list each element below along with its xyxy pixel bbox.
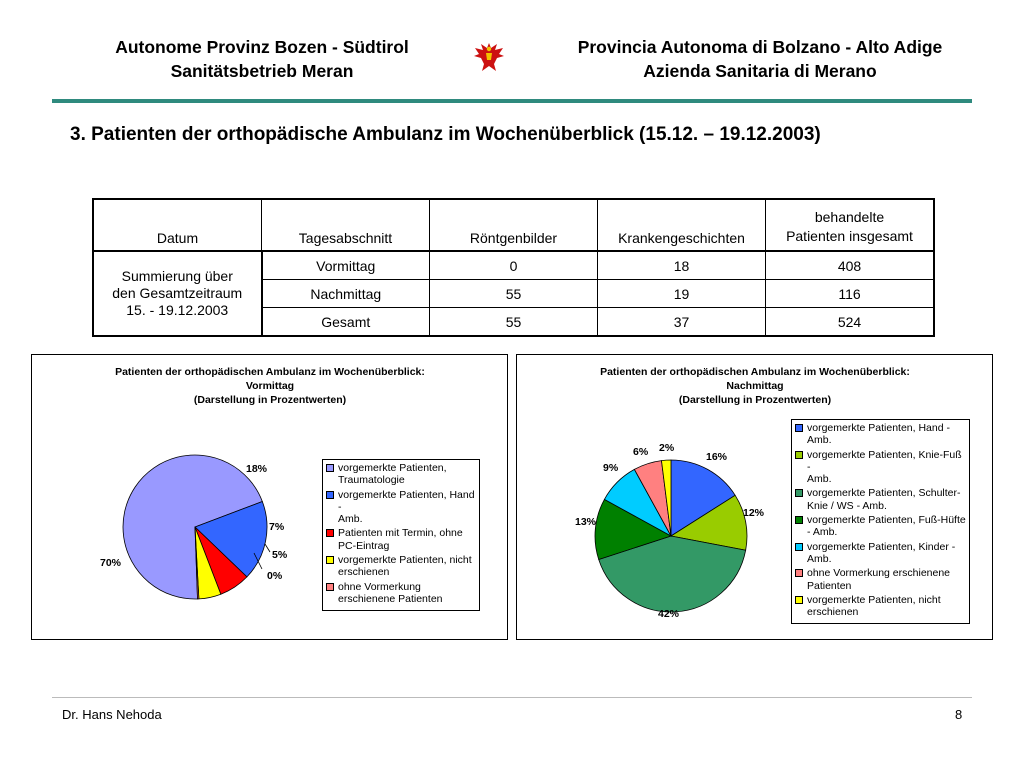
chart-title-line1: Patienten der orthopädischen Ambulanz im Wochenüberblick: — [600, 366, 910, 378]
legend-item — [795, 487, 966, 512]
legend-label: vorgemerkte Patienten, Schulter- Knie / WS - Amb. — [807, 487, 961, 512]
footer-divider — [52, 697, 972, 698]
period-cell — [93, 251, 262, 336]
chart-title-line1: Patienten der orthopädischen Ambulanz im Wochenüberblick: — [115, 366, 425, 378]
header-behandelte-line1: behandelte — [814, 209, 885, 225]
legend-swatch — [326, 583, 334, 591]
legend-item — [326, 527, 476, 552]
legend-label: ohne Vormerkung erschienene Patienten — [338, 580, 443, 605]
header-left-line2: Sanitätsbetrieb Meran — [170, 61, 354, 81]
period-line3: 15. - 19.12.2003 — [126, 302, 229, 318]
slice-label: 9% — [603, 462, 619, 474]
legend-label: Patienten mit Termin, ohne PC-Eintrag — [338, 527, 463, 552]
legend-item — [795, 514, 966, 539]
slice-label: 2% — [659, 442, 675, 454]
header-left — [72, 35, 452, 83]
leader-line — [265, 544, 270, 552]
pie-chart-vormittag — [31, 354, 508, 640]
page-title: 3. Patienten der orthopädische Ambulanz im Wochenüberblick (15.12. – 19.12.2003) — [70, 124, 821, 145]
summary-table — [92, 198, 935, 337]
legend-swatch — [326, 556, 334, 564]
legend-swatch — [795, 424, 803, 432]
legend-label: ohne Vormerkung erschienene Patienten — [807, 567, 951, 592]
table-cell: 18 — [598, 251, 766, 280]
legend-label: vorgemerkte Patienten, Traumatologie — [338, 462, 447, 487]
header-krankengeschichten: Krankengeschichten — [598, 199, 766, 251]
legend-item — [795, 422, 966, 447]
header-divider — [52, 99, 972, 103]
legend-item — [326, 489, 476, 526]
pie-slices — [575, 442, 765, 620]
legend-swatch — [326, 529, 334, 537]
chart-legend — [322, 459, 480, 611]
slice-label: 16% — [706, 451, 728, 463]
pie-slices — [100, 455, 288, 599]
table-row — [93, 251, 934, 280]
chart-title-line2: Nachmittag — [726, 380, 784, 392]
table-cell: 408 — [766, 251, 935, 280]
slice-label: 6% — [633, 446, 649, 458]
legend-swatch — [326, 491, 334, 499]
table-cell: 19 — [598, 280, 766, 308]
header-tagesabschnitt: Tagesabschnitt — [262, 199, 430, 251]
slice-label: 42% — [658, 608, 680, 620]
legend-item — [326, 554, 476, 579]
legend-label: vorgemerkte Patienten, nicht erschienen — [338, 554, 472, 579]
table-cell: 55 — [430, 280, 598, 308]
table-cell: 37 — [598, 308, 766, 337]
legend-swatch — [795, 543, 803, 551]
table-header-row — [93, 199, 934, 251]
legend-item — [326, 462, 476, 487]
legend-item — [795, 541, 966, 566]
chart-legend — [791, 419, 970, 624]
period-line2: den Gesamtzeitraum — [112, 285, 243, 301]
chart-title-line3: (Darstellung in Prozentwerten) — [193, 394, 347, 406]
legend-swatch — [795, 569, 803, 577]
header-right — [540, 35, 980, 83]
table-cell: 524 — [766, 308, 935, 337]
slice-label: 5% — [272, 549, 288, 561]
header-behandelte-patienten — [766, 199, 935, 251]
table-cell: 116 — [766, 280, 935, 308]
legend-item — [795, 594, 966, 619]
table-cell: Gesamt — [262, 308, 430, 337]
legend-swatch — [795, 596, 803, 604]
legend-item — [795, 449, 966, 486]
slice-label: 0% — [267, 570, 283, 582]
legend-label: vorgemerkte Patienten, nicht erschienen — [807, 593, 941, 619]
legend-label: vorgemerkte Patienten, Hand - Amb. — [807, 422, 950, 447]
chart-title-line2: Vormittag — [245, 380, 295, 392]
footer-author: Dr. Hans Nehoda — [62, 707, 162, 722]
slice-label: 70% — [100, 557, 122, 569]
header-behandelte-line2: Patienten insgesamt — [786, 228, 913, 244]
legend-label: vorgemerkte Patienten, Kinder - Amb. — [807, 540, 956, 565]
table-cell: Vormittag — [262, 251, 430, 280]
legend-label: vorgemerkte Patienten, Fuß-Hüfte - Amb. — [807, 514, 966, 539]
slice-label: 18% — [246, 463, 268, 475]
legend-label: vorgemerkte Patienten, Hand - Amb. — [338, 488, 475, 526]
page-number: 8 — [955, 707, 963, 722]
header-right-line1: Provincia Autonoma di Bolzano - Alto Adige — [577, 37, 943, 57]
legend-swatch — [795, 516, 803, 524]
eagle-coat-of-arms-icon — [473, 40, 505, 74]
period-line1: Summierung über — [121, 268, 233, 284]
slice-label: 13% — [575, 516, 597, 528]
header-roentgenbilder: Röntgenbilder — [430, 199, 598, 251]
chart-title-line3: (Darstellung in Prozentwerten) — [678, 394, 832, 406]
slice-label: 7% — [269, 521, 285, 533]
table-cell: 0 — [430, 251, 598, 280]
legend-item — [326, 581, 476, 606]
slice-label: 12% — [743, 507, 765, 519]
header-datum: Datum — [93, 199, 262, 251]
legend-swatch — [795, 489, 803, 497]
legend-swatch — [326, 464, 334, 472]
legend-item — [795, 567, 966, 592]
table-cell: 55 — [430, 308, 598, 337]
header-left-line1: Autonome Provinz Bozen - Südtirol — [115, 37, 409, 57]
header-right-line2: Azienda Sanitaria di Merano — [643, 61, 877, 81]
legend-label: vorgemerkte Patienten, Knie-Fuß - Amb. — [807, 448, 962, 486]
pie-chart-nachmittag — [516, 354, 993, 640]
legend-swatch — [795, 451, 803, 459]
table-cell: Nachmittag — [262, 280, 430, 308]
